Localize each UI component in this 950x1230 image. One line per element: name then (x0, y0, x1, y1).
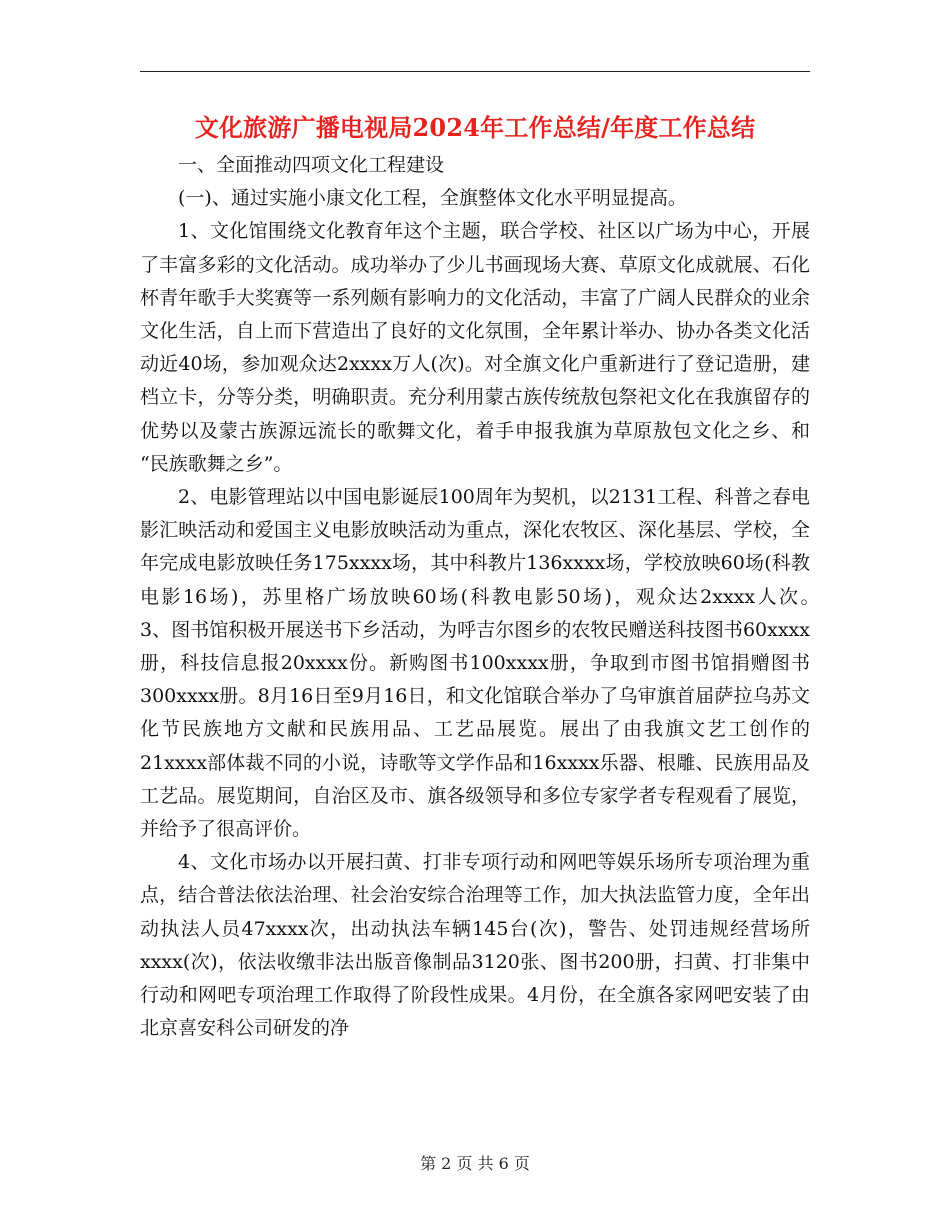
subsection-heading: (一)、通过实施小康文化工程，全旗整体文化水平明显提高。 (178, 187, 687, 210)
paragraph-culture-market: 4、文化市场办以开展扫黄、打非专项行动和网吧等娱乐场所专项治理为重点，结合普法依法治理、社会治安综合治理等工作，加大执法监管力度，全年出动执法人员47xxxx次，出动执法车辆145台(次)，警告、处罚违规经营场所xxxx(次)，依法收缴非法出版音像制品3120张、图书200册，扫黄、打非集中行动和网吧专项治理工作取得了阶段性成果。4月份，在全旗各家网吧安装了由北京喜安科公司研发的净 (140, 851, 810, 1040)
document-title: 文化旅游广播电视局2024年工作总结/年度工作总结 (194, 113, 756, 142)
header-rule (140, 71, 810, 72)
document-body (140, 149, 868, 1045)
paragraph-culture-center: 1、文化馆围绕文化教育年这个主题，联合学校、社区以广场为中心，开展了丰富多彩的文化活动。成功举办了少儿书画现场大赛、草原文化成就展、石化杯青年歌手大奖赛等一系列颇有影响力的文化活动，丰富了广阔人民群众的业余文化生活，自上而下营造出了良好的文化氛围，全年累计举办、协办各类文化活动近40场，参加观众达2xxxx万人(次)。对全旗文化户重新进行了登记造册，建档立卡，分等分类，明确职责。充分利用蒙古族传统敖包祭祀文化在我旗留存的优势以及蒙古族源远流长的歌舞文化，着手申报我旗为草原敖包文化之乡、和 “民族歌舞之乡”。 (140, 220, 810, 475)
paragraph-film-library: 2、电影管理站以中国电影诞辰100周年为契机，以2131工程、科普之春电影汇映活动和爱国主义电影放映活动为重点，深化农牧区、深化基层、学校，全年完成电影放映任务175xxxx场，其中科教片136xxxx场，学校放映60场(科教电影16场)，苏里格广场放映60场(科教电影50场)，观众达2xxxx人次。 3、图书馆积极开展送书下乡活动，为呼吉尔图乡的农牧民赠送科技图书60xxxx册，科技信息报20xxxx份。新购图书100xxxx册，争取到市图书馆捐赠图书300xxxx册。8月16日至9月16日，和文化馆联合举办了乌审旗首届萨拉乌苏文化节民族地方文献和民族用品、工艺品展览。展出了由我旗文艺工创作的21xxxx部体裁不同的小说，诗歌等文学作品和16xxxx乐器、根雕、民族用品及工艺品。展览期间，自治区及市、旗各级领导和多位专家学者专程观看了展览，并给予了很高评价。 (140, 486, 868, 841)
section-heading: 一、全面推动四项文化工程建设 (178, 154, 445, 176)
page-number-footer: 第 2 页 共 6 页 (420, 1154, 530, 1173)
